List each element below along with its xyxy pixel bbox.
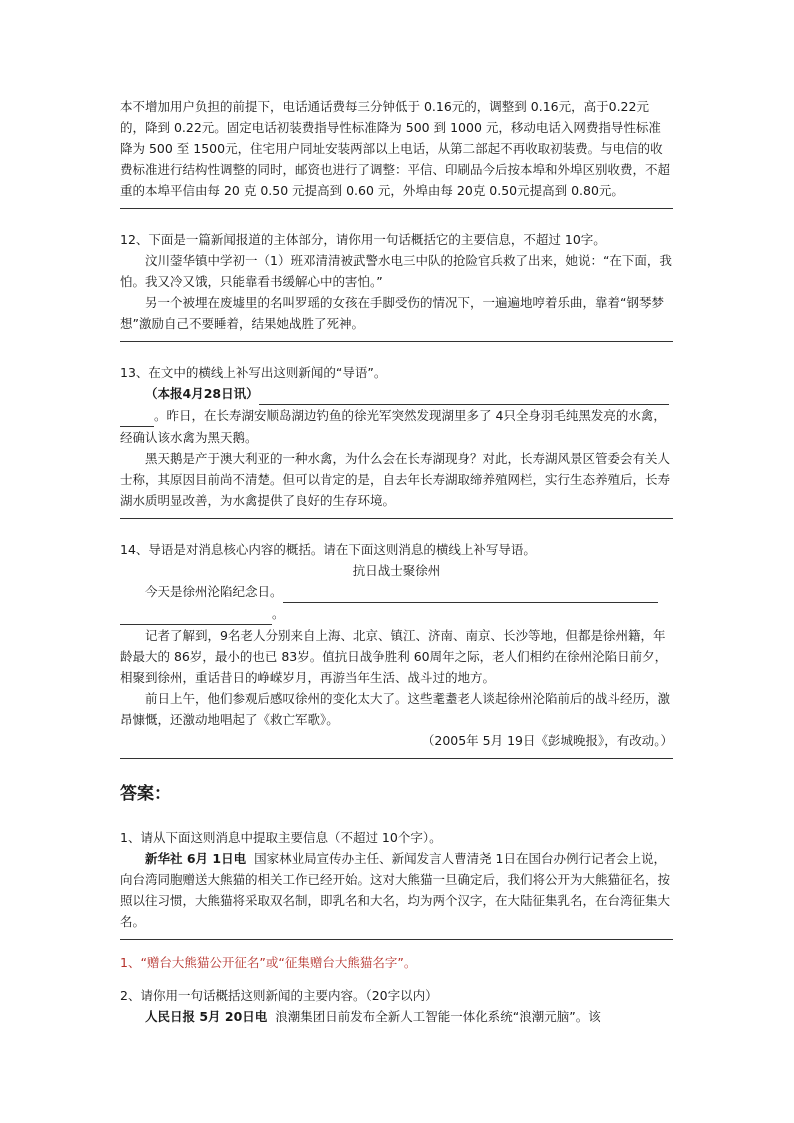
q14-source: （2005年 5月 19日《彭城晚报》，有改动。） <box>421 733 673 748</box>
question-13 <box>120 362 673 519</box>
answer-2-question: 2、请你用一句话概括这则新闻的主要内容。（20字以内） <box>120 988 438 1003</box>
q14-lead-line-2: 。 <box>120 603 673 625</box>
question-13-prompt: 13、在文中的横线上补写出这则新闻的“导语”。 <box>120 365 387 380</box>
lead-blank[interactable] <box>120 603 272 625</box>
answer-line <box>120 758 673 759</box>
q13-lead-line <box>120 383 673 405</box>
q13-news-paragraph-1: 。昨日，在长寿湖安顺岛湖边钓鱼的徐光军突然发现湖里多了 4只全身羽毛纯黑发亮的水禽，经确认该水禽为黑天鹅。 <box>120 405 673 448</box>
intro-paragraph: 本不增加用户负担的前提下，电话通话费每三分钟低于 0.16元的，调整到 0.16元，高于0.22元的，降到 0.22元。固定电话初装费指导性标准降为 500 到 1000 元，移动电话入网费指导性标准降为 500 至 1500元，住宅用户同址安装两部以上电话，从第二部起不再收取初装费。与电信的收费标准进行结构性调整的同时，邮资也进行了调整：平信、印刷品今后按本埠和外埠区别收费，不超重的本埠平信由每 20 克 0.50 元提高到 0.60 元，外埠由每 20克 0.50元提高到 0.80元。 <box>120 99 671 198</box>
lead-blank[interactable] <box>283 581 658 603</box>
answer-2-dateline: 人民日报 5月 20日电 <box>145 1009 268 1024</box>
answer-2-news: 人民日报 5月 20日电 浪潮集团日前发布全新人工智能一体化系统“浪潮元脑”。该 <box>145 1009 601 1024</box>
question-12-prompt: 12、下面是一篇新闻报道的主体部分，请你用一句话概括它的主要信息，不超过 10字。 <box>120 232 606 247</box>
q12-news-paragraph-2: 另一个被埋在废墟里的名叫罗瑶的女孩在手脚受伤的情况下，一遍遍地哼着乐曲，靠着“钢琴梦想”激励自己不要睡着，结果她战胜了死神。 <box>120 295 664 331</box>
answer-2 <box>120 985 673 1027</box>
answer-1-text: 1、“赠台大熊猫公开征名”或“征集赠台大熊猫名字”。 <box>120 955 417 970</box>
question-14 <box>120 539 673 759</box>
q14-news-paragraph-2: 前日上午，他们参观后感叹徐州的变化太大了。这些耄耋老人谈起徐州沦陷前后的战斗经历，激昂慷慨，还激动地唱起了《救亡军歌》。 <box>120 691 671 727</box>
answer-1-question: 1、请从下面这则消息中提取主要信息（不超过 10个字）。 <box>120 830 442 845</box>
answer-1 <box>120 827 673 973</box>
answers-heading: 答案： <box>120 784 171 804</box>
question-12 <box>120 229 673 342</box>
answer-1-news: 新华社 6月 1日电 国家林业局宣传办主任、新闻发言人曹清尧 1日在国台办例行记者会上说，向台湾同胞赠送大熊猫的相关工作已经开始。这对大熊猫一旦确定后，我们将公开为大熊猫征名，按照以往习惯，大熊猫将采取双名制，即乳名和大名，均为两个汉字，在大陆征集乳名，在台湾征集大名。 <box>120 851 671 929</box>
q13-dateline: （本报4月28日讯） <box>145 386 259 401</box>
q14-news-title: 抗日战士聚徐州 <box>352 563 441 578</box>
q12-news-paragraph-1: 汶川蓥华镇中学初一（1）班邓清清被武警水电三中队的抢险官兵救了出来，她说：“在下面，我怕。我又冷又饿，只能靠看书缓解心中的害怕。” <box>120 253 672 289</box>
question-14-prompt: 14、导语是对消息核心内容的概括。请在下面这则消息的横线上补写导语。 <box>120 542 536 557</box>
answer-1-dateline: 新华社 6月 1日电 <box>145 851 247 866</box>
lead-blank[interactable] <box>259 383 669 405</box>
q14-lead-line: 今天是徐州沦陷纪念日。 <box>120 581 673 603</box>
document-body <box>120 96 673 1027</box>
q14-news-paragraph-1: 记者了解到，9名老人分别来自上海、北京、镇江、济南、南京、长沙等地，但都是徐州籍，年龄最大的 86岁，最小的也已 83岁。值抗日战争胜利 60周年之际，老人们相约在徐州沦陷日前夕，相聚到徐州，重话昔日的峥嵘岁月，再游当年生活、战斗过的地方。 <box>120 628 668 685</box>
lead-blank[interactable] <box>120 405 154 427</box>
q13-news-paragraph-2: 黑天鹅是产于澳大利亚的一种水禽，为什么会在长寿湖现身？对此，长寿湖风景区管委会有关人士称，其原因目前尚不清楚。但可以肯定的是，自去年长寿湖取缔养殖网栏，实行生态养殖后，长寿湖水质明显改善，为水禽提供了良好的生存环境。 <box>120 451 671 508</box>
